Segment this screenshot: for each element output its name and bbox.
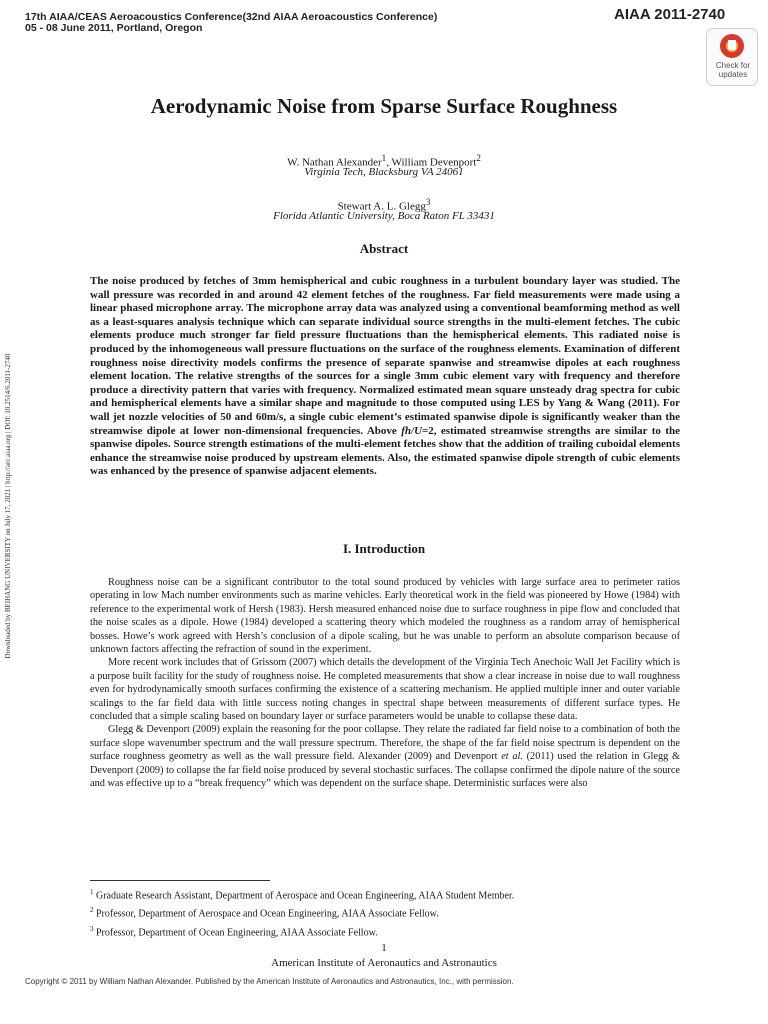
author-devenport: , William Devenport bbox=[386, 156, 477, 169]
section-heading-introduction: I. Introduction bbox=[342, 541, 426, 556]
intro-paragraph-2: More recent work includes that of Grissom (2007) which details the development of the Virginia Tech Anechoic Wall Jet Facility which is a purpose built facility for the study of roughness noise. He completed measurements that show a clear increase in noise due to wall roughness even for hydrodynamically smooth surfaces confirming the existence of a scattering mechanism. He applied multiple inner and outer variable scalings to the far field data with little success noting changes in spectral shape between measurements of different surface types. He concluded that a simple scaling based on boundary layer or surface parameters would be unable to collapse these data. bbox=[90, 657, 680, 723]
intro-paragraph-3-a: Glegg & Devenport (2009) explain the reasoning for the poor collapse. They relate the radiated far field noise to a combination of both the surface slope wavenumber spectrum and the wall pressure spectrum. Therefore, the shape of the far field noise spectrum is dependent on the surface roughness geometry as well as the wall pressure field. Alexander (2009) and Devenport bbox=[90, 724, 680, 763]
badge-label-line1: Check for bbox=[715, 61, 751, 70]
affiliation-virginia-tech: Virginia Tech, Blacksburg VA 24061 bbox=[304, 166, 464, 178]
intro-paragraph-3-b: (2011) used the relation in Glegg & Devenport (2009) to collapse the far field noise produced by several stochastic surfaces. The collapse confirmed the dipole nature of the source and was effective up to a “break frequency” which was dependent on the surface shape. Deterministic surfaces were also bbox=[90, 751, 680, 790]
footnote-mark: 2 bbox=[90, 906, 94, 915]
abstract-text bbox=[90, 275, 680, 479]
footnotes bbox=[90, 885, 690, 940]
abstract-part-1: The noise produced by fetches of 3mm hemispherical and cubic roughness in a turbulent boundary layer was studied. The wall pressure was recorded in and around 42 element fetches of the roughness. Far field measurements were made using a linear phased microphone array. The microphone array data was analyzed using a conventional beamforming method as well as a least-squares analysis technique which can separate individual source strengths in the multi-element fetches. The cubic elements produce much stronger far field pressure fluctuations than the hemispherical elements. This radiated noise is produced by the inhomogeneous wall pressure fluctuations on the surface of the roughness elements. Examination of different roughness noise directivity models confirms the presence of separate spanwise and streamwise dipoles at each roughness element location. The relative strengths of the sources for a single 3mm cubic element vary with frequency and therefore produce a directivity pattern that varies with frequency. Normalized estimated mean square unsteady drag spectra for cubic and hemispherical elements have a similar shape and magnitude to those computed using LES by Yang & Wang (2011). For wall jet nozzle velocities of 50 and 60m/s, a single cubic element’s estimated spanwise dipole is significantly weaker than the streamwise dipole at lower non-dimensional frequencies. Above bbox=[90, 275, 680, 437]
intro-paragraph-1: Roughness noise can be a significant contributor to the total sound produced by vehicles with large surface area to perimeter ratios operating in low Mach number environments such as marine vehicles. Early theoretical work in the field was pioneered by Howe (1984) with reference to the experimental work of Hersh (1983). Hersh measured enhanced noise due to surface roughness in pipe flow and concluded that the noise scales as a dipole. Howe (1984) developed a scattering theory which modeled the roughness as a random array of hemispherical bosses. Howe’s work agreed with Hersh’s conclusion of a dipole scaling, but he was unable to perform an absolute comparison because of unknown factors affecting the refraction of sound in the experiment. bbox=[90, 577, 680, 656]
footer-organization: American Institute of Aeronautics and Astronautics bbox=[271, 957, 497, 969]
badge-label-line2: updates bbox=[718, 70, 748, 79]
conference-date-location: 05 - 08 June 2011, Portland, Oregon bbox=[25, 22, 203, 34]
author-sup-2: 2 bbox=[476, 153, 481, 163]
bookmark-flag-shape bbox=[728, 40, 736, 50]
conference-header bbox=[25, 12, 437, 34]
footnote-1 bbox=[90, 885, 690, 903]
author-sup-1: 1 bbox=[381, 153, 387, 163]
footnote-text: Professor, Department of Aerospace and Ocean Engineering, AIAA Associate Fellow. bbox=[93, 908, 439, 920]
affiliation-fau: Florida Atlantic University, Boca Raton FL 33431 bbox=[273, 210, 495, 222]
copyright-notice: Copyright © 2011 by William Nathan Alexander. Published by the American Institute of Aeronautics and Astronautics, Inc., with permission. bbox=[25, 977, 514, 986]
footnote-2 bbox=[90, 903, 690, 921]
footnote-text: Graduate Research Assistant, Department of Aerospace and Ocean Engineering, AIAA Student Member. bbox=[93, 890, 515, 902]
footnote-mark: 1 bbox=[90, 888, 94, 896]
paper-number: AIAA 2011-2740 bbox=[614, 6, 726, 23]
abstract-part-2: =2, estimated streamwise strengths are similar to the spanwise dipoles. Source strength estimations of the multi-element fetches show that the addition of trailing cuboidal elements enhance the streamwise noise produced by upstream elements. Also, the estimated spanwise dipole strength of cubic elements was enhanced by the presence of spanwise adjacent elements. bbox=[90, 424, 680, 478]
footnote-3 bbox=[90, 922, 690, 940]
page-number: 1 bbox=[381, 942, 387, 954]
footnote-divider bbox=[90, 880, 270, 881]
paper-title: Aerodynamic Noise from Sparse Surface Roughness bbox=[150, 94, 618, 118]
download-side-note-text: Downloaded by BEIHANG UNIVERSITY on July 17, 2021 | http://arc.aiaa.org | DOI: 10.2514/6.2011-2740 bbox=[4, 353, 12, 659]
abstract-heading: Abstract bbox=[359, 241, 409, 256]
author-glegg: Stewart A. L. Glegg bbox=[337, 200, 426, 213]
abstract-formula: fh/U bbox=[401, 424, 423, 437]
badge-label bbox=[707, 61, 759, 79]
introduction-body bbox=[90, 576, 680, 791]
intro-paragraph-3 bbox=[90, 723, 680, 790]
intro-paragraph-3-etal: et al. bbox=[501, 751, 523, 763]
check-for-updates-badge[interactable] bbox=[706, 28, 758, 86]
footnote-mark: 3 bbox=[90, 924, 94, 933]
download-side-note bbox=[2, 298, 14, 714]
author-sup-3: 3 bbox=[425, 197, 431, 207]
author-alexander: W. Nathan Alexander bbox=[287, 156, 382, 169]
conference-name: 17th AIAA/CEAS Aeroacoustics Conference(32nd AIAA Aeroacoustics Conference) bbox=[25, 11, 438, 23]
footnote-text: Professor, Department of Ocean Engineering, AIAA Associate Fellow. bbox=[93, 926, 378, 938]
